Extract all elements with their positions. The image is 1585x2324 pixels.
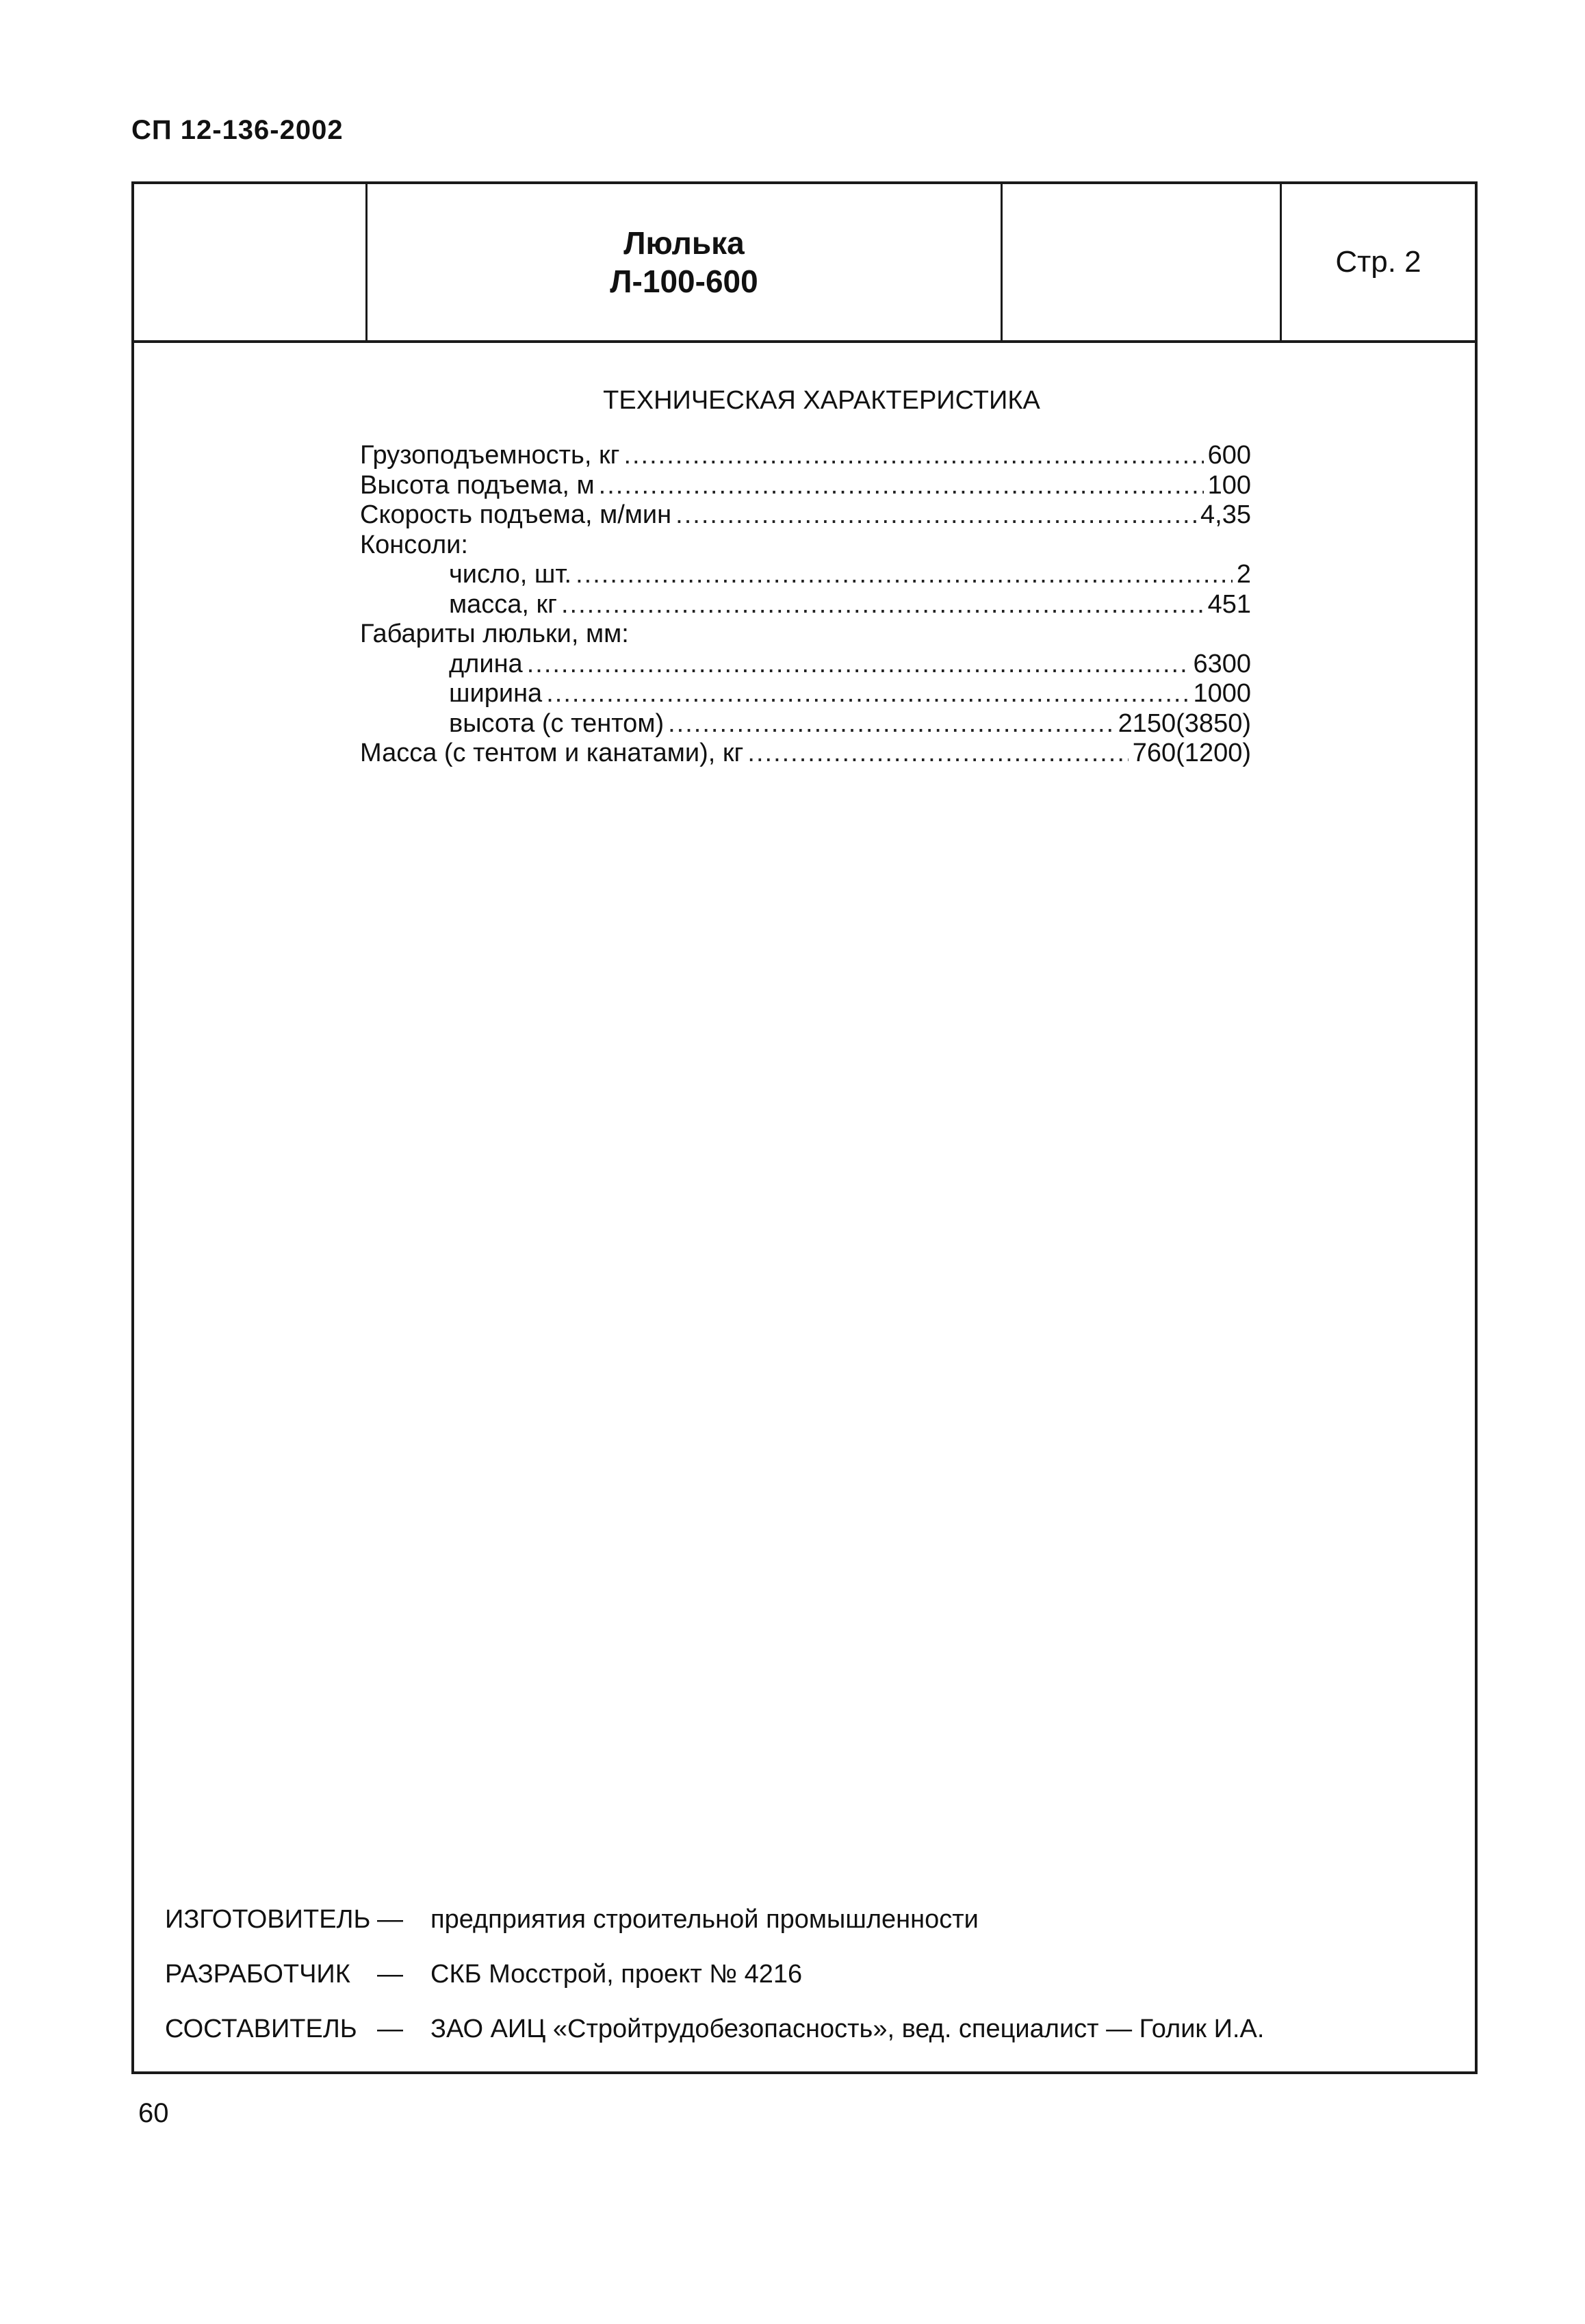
leader-dots xyxy=(546,679,1189,709)
title-block xyxy=(134,184,1475,343)
spec-value: 2 xyxy=(1236,560,1251,589)
credit-developer xyxy=(165,1947,1264,2002)
dimensions-heading: Габариты люльки, мм: xyxy=(360,620,629,648)
product-model: Л-100-600 xyxy=(610,264,758,299)
spec-row-total-mass xyxy=(360,739,1251,769)
specs-list xyxy=(360,441,1251,769)
credit-dash: — xyxy=(377,1905,403,1934)
spec-label: Грузоподъемность, кг xyxy=(360,441,620,470)
credit-manufacturer xyxy=(165,1892,1264,1947)
product-name: Люлька xyxy=(623,225,745,261)
spec-value: 1000 xyxy=(1193,679,1251,708)
spec-value: 100 xyxy=(1207,470,1251,500)
spec-row-width xyxy=(360,679,1251,709)
spec-value: 2150(3850) xyxy=(1118,708,1251,738)
spec-label: Скорость подъема, м/мин xyxy=(360,500,672,529)
consoles-heading: Консоли: xyxy=(360,530,468,559)
spec-value: 4,35 xyxy=(1200,500,1251,529)
leader-dots xyxy=(527,650,1189,680)
spec-value: 760(1200) xyxy=(1132,739,1251,767)
spec-row-height xyxy=(360,709,1251,739)
credit-role: ИЗГОТОВИТЕЛЬ xyxy=(165,1905,371,1934)
spec-row-lift-height xyxy=(360,471,1251,501)
leader-dots xyxy=(561,590,1204,620)
spec-label: высота (с тентом) xyxy=(449,708,665,738)
credit-compiler xyxy=(165,2002,1264,2056)
credit-text: СКБ Мосстрой, проект № 4216 xyxy=(430,1960,803,1989)
spec-row-length xyxy=(360,650,1251,680)
credit-dash: — xyxy=(377,1960,403,1989)
sheet-frame xyxy=(131,181,1478,2074)
specs-title: ТЕХНИЧЕСКАЯ ХАРАКТЕРИСТИКА xyxy=(603,386,1040,415)
credit-role: РАЗРАБОТЧИК xyxy=(165,1960,350,1989)
leader-dots xyxy=(599,471,1204,501)
leader-dots xyxy=(576,560,1233,590)
spec-label: длина xyxy=(449,649,523,678)
document-code: СП 12-136-2002 xyxy=(131,115,344,145)
spec-row-console-mass xyxy=(360,590,1251,620)
spec-label: число, шт. xyxy=(449,560,572,589)
spec-label: Масса (с тентом и канатами), кг xyxy=(360,739,744,767)
page-number: 60 xyxy=(138,2098,169,2128)
spec-value: 451 xyxy=(1207,589,1251,619)
title-block-empty-cell-right xyxy=(1003,184,1282,340)
leader-dots xyxy=(668,709,1114,739)
title-block-name-cell xyxy=(368,184,1003,340)
leader-dots xyxy=(623,441,1203,471)
spec-label: масса, кг xyxy=(449,589,557,619)
credits-block xyxy=(165,1892,1264,2056)
spec-row-capacity xyxy=(360,441,1251,471)
credit-text: ЗАО АИЦ «Стройтрудобезопасность», вед. специалист — Голик И.А. xyxy=(430,2015,1265,2043)
spec-row-lift-speed xyxy=(360,500,1251,531)
credit-role: СОСТАВИТЕЛЬ xyxy=(165,2015,357,2043)
spec-value: 6300 xyxy=(1193,649,1251,678)
sheet-page-label: Стр. 2 xyxy=(1335,245,1421,279)
leader-dots xyxy=(747,739,1128,769)
spec-label: Высота подъема, м xyxy=(360,470,595,500)
spec-label: ширина xyxy=(449,679,543,708)
credit-text: предприятия строительной промышленности xyxy=(430,1905,979,1934)
leader-dots xyxy=(675,500,1196,531)
spec-row-console-count xyxy=(360,560,1251,590)
credit-dash: — xyxy=(377,2015,403,2043)
spec-value: 600 xyxy=(1207,441,1251,470)
title-block-empty-cell-left xyxy=(134,184,368,340)
